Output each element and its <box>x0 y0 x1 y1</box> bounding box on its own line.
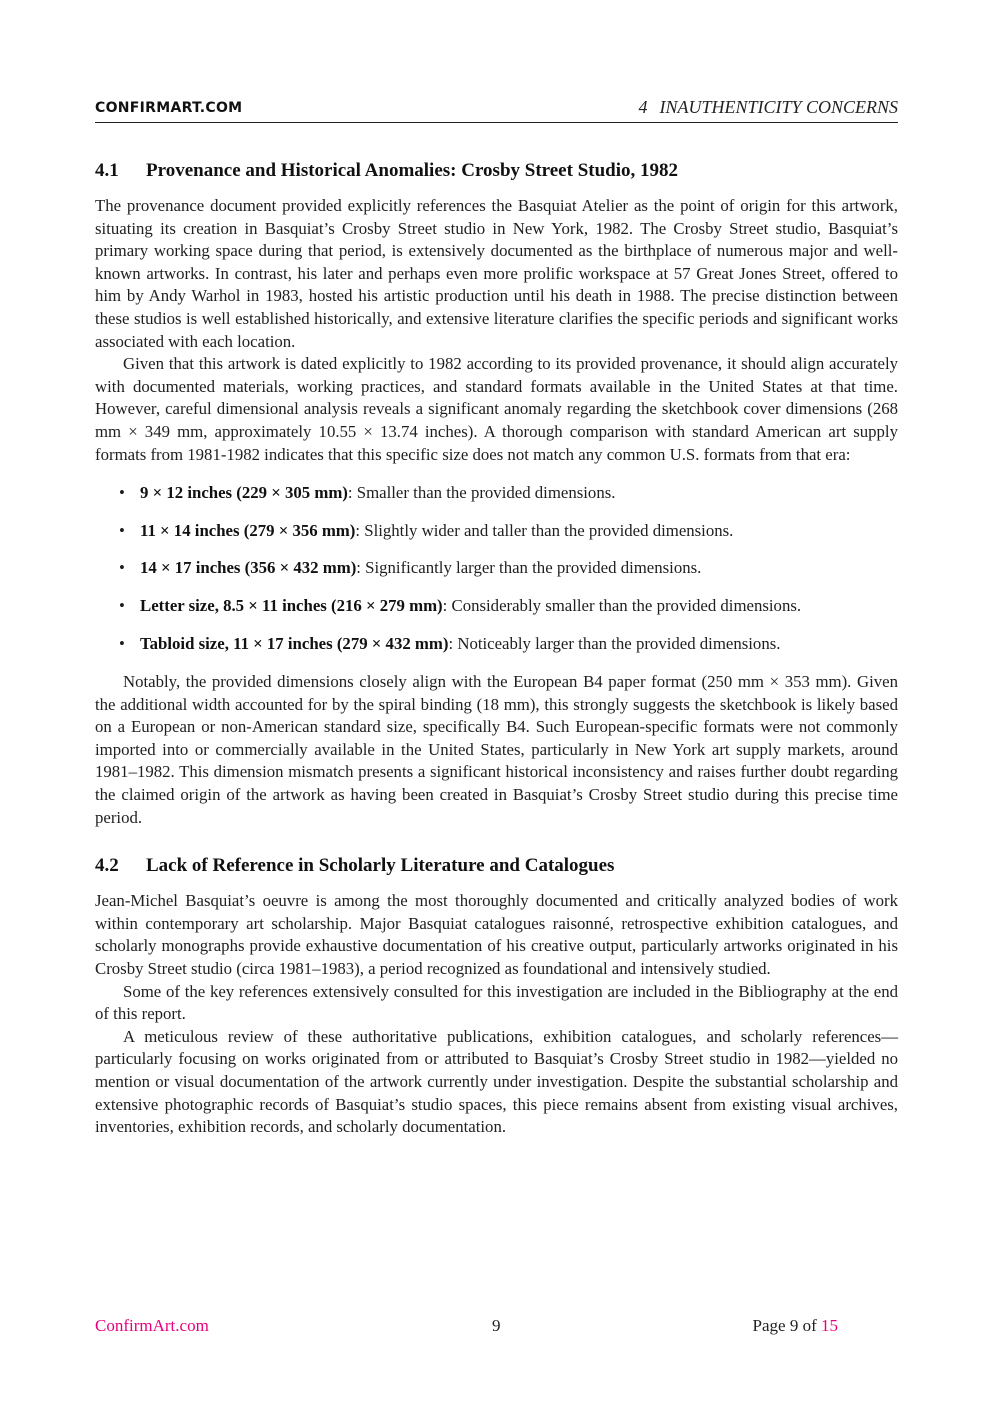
format-note: : Considerably smaller than the provided dimensions. <box>442 595 802 615</box>
list-item <box>95 633 898 656</box>
page-content <box>95 160 898 1139</box>
list-item <box>95 482 898 505</box>
page-label: Page 9 of <box>752 1316 817 1335</box>
format-note: : Noticeably larger than the provided dimensions. <box>448 633 781 653</box>
footer-site-link[interactable]: ConfirmArt.com <box>95 1316 209 1335</box>
running-header-section-number: 4 <box>638 97 648 117</box>
format-size: Tabloid size, 11 × 17 inches (279 × 432 mm) <box>140 633 449 653</box>
format-note: : Significantly larger than the provided dimensions. <box>356 558 702 578</box>
section-title: Provenance and Historical Anomalies: Crosby Street Studio, 1982 <box>146 160 678 181</box>
list-item <box>95 520 898 543</box>
list-item <box>95 557 898 580</box>
format-size: 9 × 12 inches (229 × 305 mm) <box>140 483 348 503</box>
total-pages-link[interactable]: 15 <box>821 1316 838 1335</box>
running-header <box>638 97 898 118</box>
paragraph: Some of the key references extensively consulted for this investigation are included in the Bibliography at the end of this report. <box>95 981 898 1024</box>
bullet-icon: • <box>119 633 125 653</box>
format-note: : Smaller than the provided dimensions. <box>347 483 616 503</box>
bullet-icon: • <box>119 520 125 540</box>
format-size: 14 × 17 inches (356 × 432 mm) <box>140 558 357 578</box>
format-size: Letter size, 8.5 × 11 inches (216 × 279 mm) <box>140 595 443 615</box>
page-header <box>95 97 898 123</box>
paragraph: Notably, the provided dimensions closely align with the European B4 paper format (250 mm × 353 mm). Given the additional width accounted for by the spiral binding (18 mm), this strongly suggests the sketchbook is likely based on a European or non-American standard size, specifically B4. Such European-specific formats were not commonly imported into or commercially available in the United States, particularly in New York art supply markets, around 1981–1982. This dimension mismatch presents a significant historical inconsistency and raises further doubt regarding the claimed origin of the artwork as having been created in Basquiat’s Crosby Street studio during this precise time period. <box>95 672 898 827</box>
section-heading-4-2 <box>95 855 898 877</box>
section-number: 4.2 <box>95 855 119 877</box>
paragraph: A meticulous review of these authoritative publications, exhibition catalogues, and scholarly references—particularly focusing on works originated from or attributed to Basquiat’s Crosby Street studio in 1982—yielded no mention or visual documentation of the artwork currently under investigation. Despite the substantial scholarship and extensive photographic records of Basquiat’s studio spaces, this piece remains absent from existing visual archives, inventories, exhibition records, and scholarly documentation. <box>95 1026 898 1137</box>
page-footer <box>95 1316 898 1340</box>
paragraph: The provenance document provided explicitly references the Basquiat Atelier as the point of origin for this artwork, situating its creation in Basquiat’s Crosby Street studio in New York, 1982. The Crosby Street studio, Basquiat’s primary working space during that period, is extensively documented as the birthplace of numerous major and well-known artworks. In contrast, his later and perhaps even more prolific workspace at 57 Great Jones Street, offered to him by Andy Warhol in 1983, hosted his artistic production until his death in 1988. The precise distinction between these studios is well established historically, and extensive literature clarifies the specific periods and significant works associated with each location. <box>95 196 898 351</box>
footer-page-number: 9 <box>492 1316 501 1335</box>
bullet-icon: • <box>119 483 125 503</box>
list-item <box>95 595 898 618</box>
bullet-icon: • <box>119 558 125 578</box>
section-heading-4-1 <box>95 160 898 182</box>
paragraph: Given that this artwork is dated explicitly to 1982 according to its provided provenance, it should align accurately with documented materials, working practices, and standard formats available in the United States at that time. However, careful dimensional analysis reveals a significant anomaly regarding the sketchbook cover dimensions (268 mm × 349 mm, approximately 10.55 × 13.74 inches). A thorough comparison with standard American art supply formats from 1981-1982 indicates that this specific size does not match any common U.S. formats from that era: <box>95 354 898 464</box>
paragraph: Jean-Michel Basquiat’s oeuvre is among the most thoroughly documented and critically analyzed bodies of work within contemporary art scholarship. Major Basquiat catalogues raisonné, retrospective exhibition catalogues, and scholarly monographs provide exhaustive documentation of his creative output, particularly artworks originated in his Crosby Street studio (circa 1981–1983), a period recognized as foundational and intensively studied. <box>95 891 898 979</box>
confirmart-logo: CONFIRMART.COM <box>95 100 243 116</box>
running-header-section-title: INAUTHENTICITY CONCERNS <box>659 97 898 117</box>
footer-page-count <box>753 1316 838 1336</box>
format-list <box>95 482 898 655</box>
format-note: : Slightly wider and taller than the provided dimensions. <box>355 520 734 540</box>
section-number: 4.1 <box>95 160 119 181</box>
section-title: Lack of Reference in Scholarly Literature and Catalogues <box>146 855 615 877</box>
bullet-icon: • <box>119 595 125 615</box>
format-size: 11 × 14 inches (279 × 356 mm) <box>140 520 356 540</box>
